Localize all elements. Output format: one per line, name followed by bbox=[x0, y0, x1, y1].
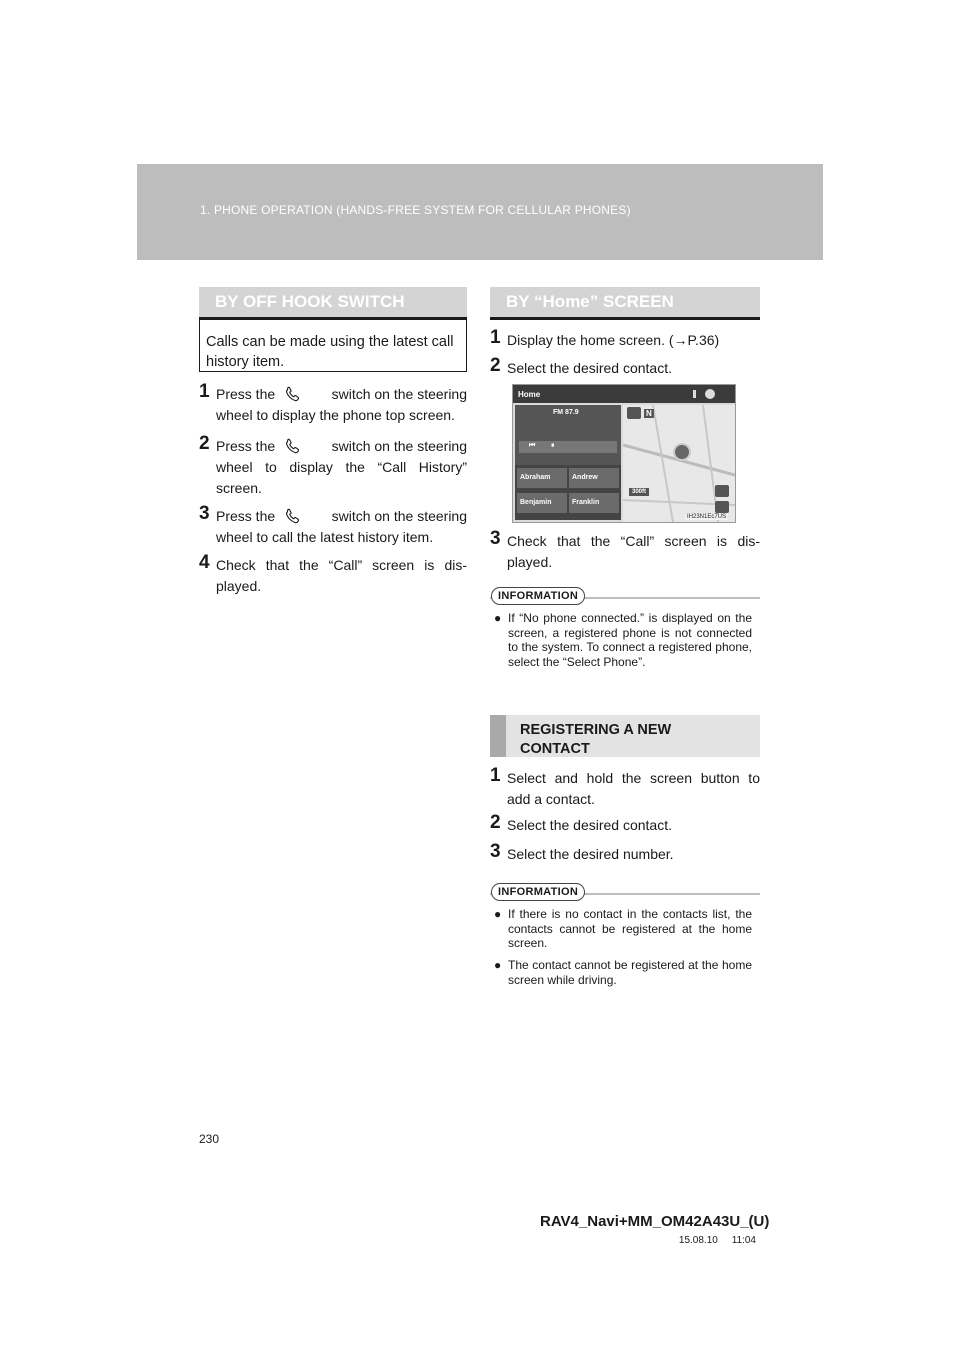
previous-icon: ⏮ bbox=[529, 442, 536, 449]
status-icon bbox=[693, 390, 696, 398]
zoom-in-icon[interactable] bbox=[715, 485, 729, 497]
step-number: 4 bbox=[199, 552, 210, 573]
section-heading-off-hook bbox=[199, 287, 467, 320]
map-view-icon bbox=[627, 407, 641, 419]
step-number: 2 bbox=[199, 433, 210, 454]
timestamp: 15.08.10 11:04 bbox=[678, 1235, 756, 1246]
step-text: Select the desired contact. bbox=[507, 360, 672, 376]
step-3 bbox=[199, 503, 467, 550]
section-heading-home bbox=[490, 287, 760, 320]
information-label: INFORMATION bbox=[491, 587, 585, 605]
step-3 bbox=[490, 528, 760, 575]
info-bullet bbox=[494, 611, 752, 689]
step-number: 1 bbox=[490, 327, 501, 348]
step-text: add a contact. bbox=[507, 791, 595, 807]
step-text: wheel to call the latest history item. bbox=[216, 529, 434, 545]
step-text: wheel to display the phone top screen. bbox=[216, 407, 455, 423]
document-code: RAV4_Navi+MM_OM42A43U_(U) bbox=[540, 1213, 770, 1230]
step-text: played. bbox=[507, 554, 553, 570]
info-bullet bbox=[494, 958, 752, 990]
step-2 bbox=[490, 812, 760, 837]
car-position-icon bbox=[673, 443, 691, 461]
step-text: Check that the “Call” screen is dis- bbox=[507, 533, 760, 549]
step-4 bbox=[199, 552, 467, 599]
step-text: Select the desired contact. bbox=[507, 817, 672, 833]
subsection-heading-register bbox=[490, 715, 760, 757]
bullet-icon: ● bbox=[494, 611, 502, 625]
step-text: wheel to display the “Call History” bbox=[216, 459, 467, 475]
bullet-icon: ● bbox=[494, 907, 502, 921]
intro-box bbox=[199, 320, 467, 372]
subsection-title: CONTACT bbox=[520, 741, 590, 757]
step-text: Select the desired number. bbox=[507, 846, 674, 862]
step-2 bbox=[199, 433, 467, 500]
step-1 bbox=[490, 327, 760, 352]
step-1 bbox=[490, 765, 760, 812]
screen-title-bar bbox=[513, 385, 735, 403]
step-text: played. bbox=[216, 578, 262, 594]
step-1 bbox=[199, 381, 467, 428]
step-text: Press the bbox=[216, 386, 276, 402]
settings-icon bbox=[705, 389, 715, 399]
contact-label: Franklin bbox=[572, 499, 600, 506]
information-label: INFORMATION bbox=[491, 883, 585, 901]
pause-icon: ⏸ bbox=[551, 442, 555, 449]
contact-label: Abraham bbox=[520, 474, 551, 481]
step-number: 3 bbox=[490, 528, 501, 549]
phone-icon bbox=[275, 506, 311, 527]
step-number: 1 bbox=[490, 765, 501, 786]
info-text: If “No phone connected.” is displayed on the screen, a registered phone is not connected to the system. To connect a registered phone, select the “Select Phone”. bbox=[508, 611, 752, 669]
phone-icon bbox=[275, 436, 311, 457]
radio-station: FM 87.9 bbox=[553, 409, 579, 416]
heading-bar bbox=[490, 715, 506, 757]
compass-icon: N bbox=[646, 409, 652, 418]
info-text: The contact cannot be registered at the home screen while driving. bbox=[508, 958, 752, 987]
contact-label: Benjamin bbox=[520, 499, 552, 506]
step-text: Select and hold the screen button to bbox=[507, 770, 760, 786]
step-text: switch on the steering bbox=[331, 386, 467, 402]
step-text: switch on the steering bbox=[331, 438, 467, 454]
map-scale: 300ft bbox=[629, 488, 649, 496]
info-text: If there is no contact in the contacts list, the contacts cannot be registered at the home screen. bbox=[508, 907, 752, 950]
step-3 bbox=[490, 841, 760, 866]
step-text: Display the home screen. (→P.36) bbox=[507, 332, 720, 348]
step-text: Check that the “Call” screen is dis- bbox=[216, 557, 467, 573]
step-number: 2 bbox=[490, 355, 501, 376]
contact-label: Andrew bbox=[572, 474, 598, 481]
step-text: screen. bbox=[216, 480, 262, 496]
chapter-title: 1. PHONE OPERATION (HANDS-FREE SYSTEM FOR CELLULAR PHONES) bbox=[200, 203, 631, 217]
step-text: Press the bbox=[216, 508, 276, 524]
subsection-title: REGISTERING A NEW bbox=[520, 722, 672, 738]
zoom-out-icon[interactable] bbox=[715, 501, 729, 513]
intro-text: Calls can be made using the latest call history item. bbox=[206, 334, 454, 370]
page-number: 230 bbox=[199, 1132, 220, 1146]
info-bullet bbox=[494, 907, 752, 953]
step-text: Press the bbox=[216, 438, 276, 454]
step-2 bbox=[490, 355, 760, 380]
image-code: IH23N1Ec7US bbox=[687, 514, 727, 520]
bullet-icon: ● bbox=[494, 958, 502, 972]
section-heading-text: BY OFF HOOK SWITCH bbox=[215, 292, 405, 311]
phone-icon bbox=[275, 384, 311, 405]
step-number: 2 bbox=[490, 812, 501, 833]
step-text: switch on the steering bbox=[331, 508, 467, 524]
step-number: 3 bbox=[490, 841, 501, 862]
section-heading-text: BY “Home” SCREEN bbox=[506, 292, 674, 311]
home-screen-illustration bbox=[512, 384, 736, 523]
screen-title: Home bbox=[518, 390, 541, 399]
step-number: 3 bbox=[199, 503, 210, 524]
step-number: 1 bbox=[199, 381, 210, 402]
